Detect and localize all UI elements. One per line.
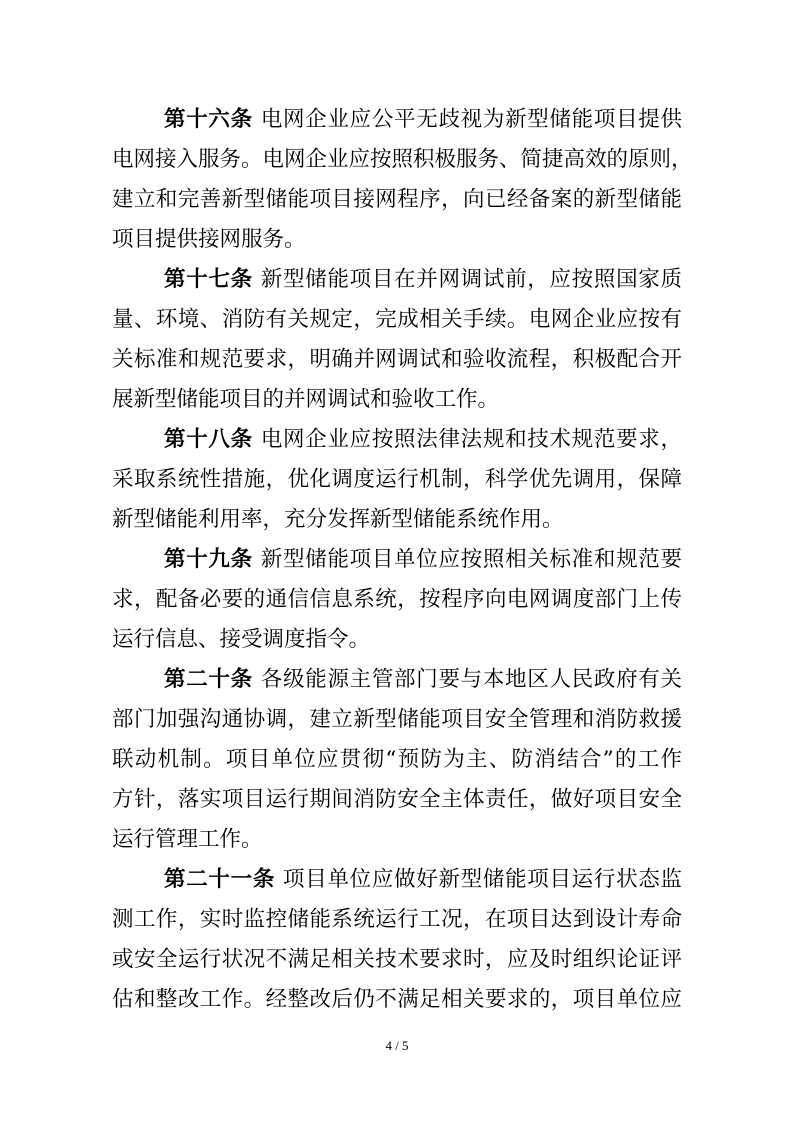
article-21-line-4: 估和整改工作。经整改后仍不满足相关要求的，项目单位应 [112, 987, 682, 1012]
article-17-line-4: 展新型储能项目的并网调试和验收工作。 [112, 387, 500, 412]
article-19-line-2: 求，配备必要的通信信息系统，按程序向电网调度部门上传 [112, 587, 682, 612]
article-17-line-1: 第十七条 新型储能项目在并网调试前，应按照国家质 [164, 267, 682, 292]
article-16-line-1: 第十六条 电网企业应公平无歧视为新型储能项目提供 [164, 107, 682, 132]
article-20-line-2: 部门加强沟通协调，建立新型储能项目安全管理和消防救援 [112, 707, 682, 732]
article-label: 第二十一条 [164, 867, 276, 892]
article-19-line-1: 第十九条 新型储能项目单位应按照相关标准和规范要 [164, 547, 682, 572]
article-21-line-1: 第二十一条 项目单位应做好新型储能项目运行状态监 [164, 867, 682, 892]
article-20-line-4: 方针，落实项目运行期间消防安全主体责任，做好项目安全 [112, 787, 682, 812]
article-16-line-3: 建立和完善新型储能项目接网程序，向已经备案的新型储能 [112, 187, 682, 212]
article-17-line-3: 关标准和规范要求，明确并网调试和验收流程，积极配合开 [112, 347, 682, 372]
article-18-line-2: 采取系统性措施，优化调度运行机制，科学优先调用，保障 [112, 467, 682, 492]
article-19-line-3: 运行信息、接受调度指令。 [112, 627, 371, 652]
page-number: 4 / 5 [385, 1038, 409, 1053]
article-17-line-2: 量、环境、消防有关规定，完成相关手续。电网企业应按有 [112, 307, 682, 332]
article-label: 第十八条 [164, 427, 253, 452]
article-20-line-5: 运行管理工作。 [112, 827, 263, 852]
article-18-line-1: 第十八条 电网企业应按照法律法规和技术规范要求， [164, 427, 682, 452]
article-18-line-3: 新型储能利用率，充分发挥新型储能系统作用。 [112, 507, 564, 532]
article-label: 第十九条 [164, 547, 253, 572]
article-20-line-3: 联动机制。项目单位应贯彻“预防为主、防消结合”的工作 [112, 747, 682, 772]
article-20-line-1: 第二十条 各级能源主管部门要与本地区人民政府有关 [164, 667, 682, 692]
article-label: 第十七条 [164, 267, 253, 292]
article-16-line-4: 项目提供接网服务。 [112, 227, 306, 252]
article-21-line-2: 测工作，实时监控储能系统运行工况，在项目达到设计寿命 [112, 907, 682, 932]
article-label: 第十六条 [164, 107, 253, 132]
article-label: 第二十条 [164, 667, 253, 692]
article-16-line-2: 电网接入服务。电网企业应按照积极服务、简捷高效的原则， [112, 147, 693, 172]
article-21-line-3: 或安全运行状况不满足相关技术要求时，应及时组织论证评 [112, 947, 682, 972]
